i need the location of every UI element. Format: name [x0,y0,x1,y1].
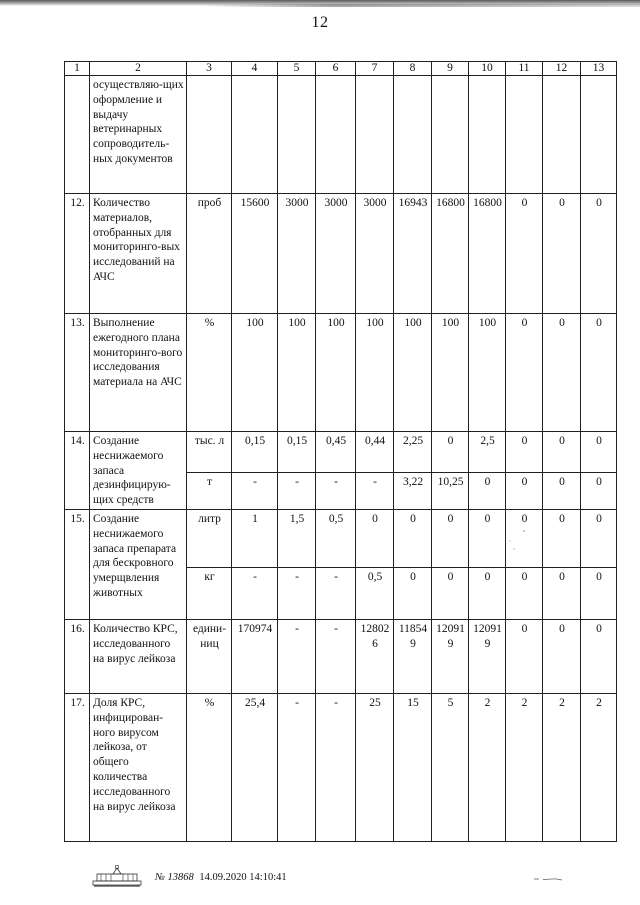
value-cell: 0 [581,619,617,693]
value-cell: 3000 [316,194,356,314]
value-cell: 3000 [278,194,316,314]
value-cell: 100 [394,314,432,432]
value-cell: 0 [543,314,581,432]
value-cell: - [316,473,356,510]
indicator-name: Создание неснижаемого запаса дезинфицирую-щих средств [90,432,187,510]
value-cell: - [356,473,394,510]
value-cell: - [278,619,316,693]
table-row [65,509,617,567]
value-cell: 0 [543,509,581,567]
government-building-icon [91,865,143,887]
unit-cell: % [187,693,232,841]
value-cell: 0 [581,473,617,510]
value-cell: 25,4 [232,693,278,841]
value-cell: 170974 [232,619,278,693]
value-cell: - [278,693,316,841]
page-number: 12 [311,14,329,31]
value-cell: 0 [506,314,543,432]
header-cell: 13 [581,62,617,76]
value-cell: 2 [506,693,543,841]
value-cell: 15600 [232,194,278,314]
indicator-name: Количество КРС, исследованного на вирус лейкоза [90,619,187,693]
value-cell: 0 [469,509,506,567]
header-cell: 11 [506,62,543,76]
indicator-name: осуществляю-щих оформление и выдачу ветеринарных сопроводитель-ных документов [90,76,187,194]
row-number [65,76,90,194]
value-cell: 0,15 [232,432,278,473]
value-cell: 2 [469,693,506,841]
row-number: 15. [65,509,90,619]
row-number: 16. [65,619,90,693]
value-cell: 0 [469,473,506,510]
value-cell: 0 [432,567,469,619]
value-cell: 0,45 [316,432,356,473]
value-cell: 100 [278,314,316,432]
footer-stamp [91,865,421,889]
value-cell: 0 [356,509,394,567]
value-cell: 0 [581,567,617,619]
value-cell [232,76,278,194]
value-cell: 2 [581,693,617,841]
value-cell [316,76,356,194]
value-cell: 0 [394,567,432,619]
unit-cell: т [187,473,232,510]
header-cell: 4 [232,62,278,76]
table-row [65,619,617,693]
row-number: 13. [65,314,90,432]
value-cell: 0 [506,619,543,693]
unit-cell: кг [187,567,232,619]
header-cell: 9 [432,62,469,76]
value-cell [581,76,617,194]
value-cell: 0 [506,194,543,314]
value-cell [356,76,394,194]
value-cell: 3,22 [394,473,432,510]
value-cell: 0 [394,509,432,567]
document-number: № 13868 [155,872,194,883]
value-cell [432,76,469,194]
value-cell: - [232,567,278,619]
indicator-name: Количество материалов, отобранных для мониторинго-вых исследований на АЧС [90,194,187,314]
value-cell: 0 [469,567,506,619]
value-cell: 0 [506,567,543,619]
table-header-row [65,62,617,76]
value-cell [506,76,543,194]
document-timestamp: 14.09.2020 14:10:41 [199,872,287,883]
value-cell [469,76,506,194]
value-cell: 0,5 [356,567,394,619]
unit-cell: литр [187,509,232,567]
value-cell [394,76,432,194]
row-number: 14. [65,432,90,510]
header-cell: 8 [394,62,432,76]
scan-specks [502,527,532,557]
pen-mark [533,876,563,882]
value-cell: 0 [506,509,543,567]
value-cell: 0 [506,473,543,510]
header-cell: 1 [65,62,90,76]
value-cell: - [316,693,356,841]
unit-cell: проб [187,194,232,314]
value-cell: 0,44 [356,432,394,473]
value-cell: 0 [581,432,617,473]
value-cell: 0 [581,194,617,314]
row-number: 12. [65,194,90,314]
value-cell: 16800 [469,194,506,314]
value-cell: 100 [316,314,356,432]
value-cell: 0 [543,432,581,473]
value-cell: - [232,473,278,510]
value-cell: 100 [469,314,506,432]
table-row [65,76,617,194]
value-cell: 0 [432,432,469,473]
footer-registration [155,872,287,883]
value-cell: 118549 [394,619,432,693]
value-cell: - [316,567,356,619]
unit-cell: % [187,314,232,432]
value-cell [543,76,581,194]
value-cell: 10,25 [432,473,469,510]
value-cell: 0 [543,567,581,619]
table-row [65,194,617,314]
value-cell: 2,5 [469,432,506,473]
value-cell: - [278,473,316,510]
header-cell: 6 [316,62,356,76]
value-cell: 120919 [469,619,506,693]
header-cell: 7 [356,62,394,76]
value-cell: 0 [543,619,581,693]
value-cell: 0 [581,314,617,432]
unit-cell: тыс. л [187,432,232,473]
table-row [65,693,617,841]
value-cell: 5 [432,693,469,841]
row-number: 17. [65,693,90,841]
value-cell: 0 [543,194,581,314]
indicators-table [64,61,617,842]
table-row [65,314,617,432]
value-cell: 0 [543,473,581,510]
value-cell: 0,5 [316,509,356,567]
value-cell: 100 [356,314,394,432]
scan-top-shadow [200,4,640,7]
header-cell: 2 [90,62,187,76]
table-body [65,62,617,842]
value-cell [278,76,316,194]
value-cell: 2,25 [394,432,432,473]
indicator-name: Создание неснижаемого запаса препарата для бескровного умерщвления животных [90,509,187,619]
header-cell: 10 [469,62,506,76]
indicator-name: Доля КРС, инфицирован-ного вирусом лейкоза, от общего количества исследованного на вирус лейкоза [90,693,187,841]
value-cell: 120919 [432,619,469,693]
header-cell: 5 [278,62,316,76]
unit-cell [187,76,232,194]
header-cell: 3 [187,62,232,76]
table-row [65,432,617,473]
value-cell: 0,15 [278,432,316,473]
value-cell: 100 [432,314,469,432]
value-cell: 1 [232,509,278,567]
value-cell: 2 [543,693,581,841]
value-cell: 16943 [394,194,432,314]
value-cell: 15 [394,693,432,841]
value-cell: 100 [232,314,278,432]
value-cell: 128026 [356,619,394,693]
value-cell: - [278,567,316,619]
value-cell: 3000 [356,194,394,314]
value-cell: 25 [356,693,394,841]
value-cell: 0 [506,432,543,473]
value-cell: - [316,619,356,693]
header-cell: 12 [543,62,581,76]
indicator-name: Выполнение ежегодного плана мониторинго-вого исследования материала на АЧС [90,314,187,432]
unit-cell: едини-ниц [187,619,232,693]
value-cell: 0 [581,509,617,567]
value-cell: 1,5 [278,509,316,567]
value-cell: 16800 [432,194,469,314]
value-cell: 0 [432,509,469,567]
